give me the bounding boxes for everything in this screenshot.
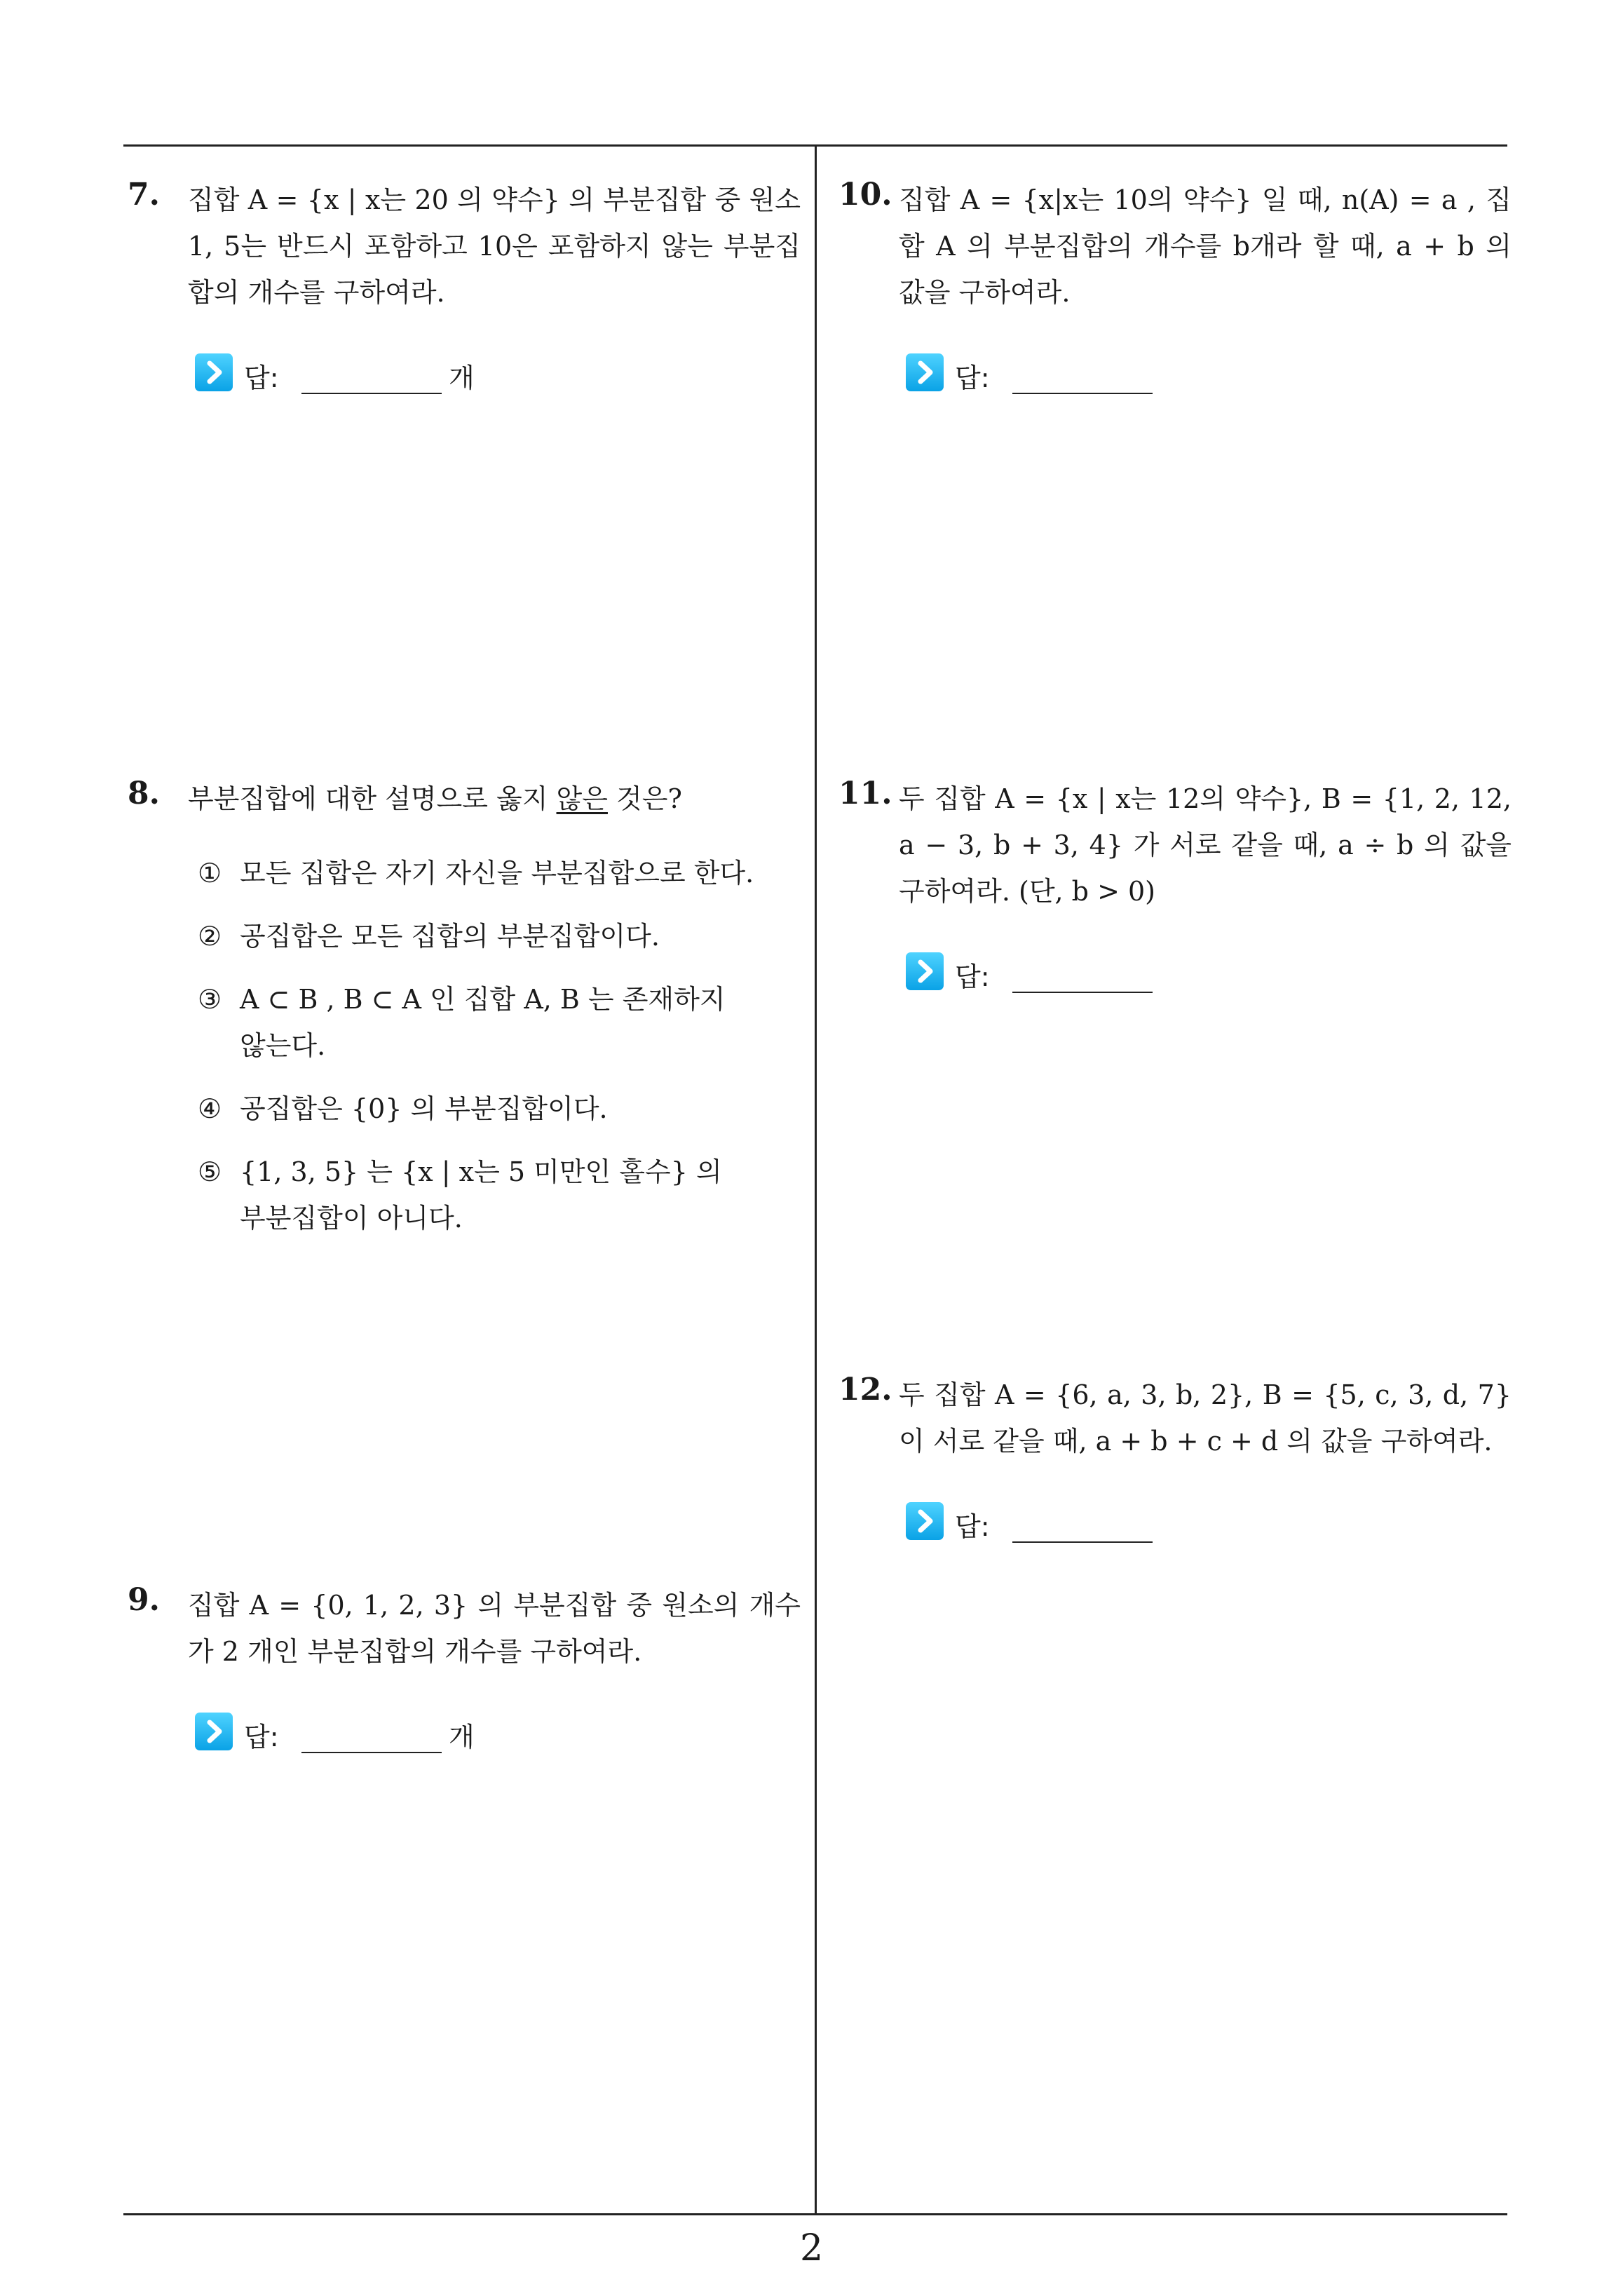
choice-4[interactable] [198,1086,787,1132]
question-number: 11. [838,776,892,811]
question-text: 두 집합 A = {6, a, 3, b, 2}, B = {5, c, 3, d, 7} 이 서로 같을 때, a + b + c + d 의 값을 구하여라. [899,1379,1512,1457]
chevron-right-icon [906,353,944,391]
choice-mark: ① [198,858,222,889]
answer-label: 답: [244,363,279,393]
bottom-rule [123,2213,1507,2215]
choice-2[interactable] [198,913,787,959]
question-number: 7. [128,177,160,212]
question-11 [838,776,1512,994]
question-text-post: 것은? [607,783,682,814]
question-number: 8. [128,776,160,811]
choice-1[interactable] [198,850,787,896]
question-8 [128,776,801,1258]
answer-blank[interactable] [301,393,442,394]
choice-3[interactable] [198,976,745,1069]
question-12 [838,1372,1512,1544]
question-text: 집합 A = {x|x는 10의 약수} 일 때, n(A) = a , 집합 A 의 부분집합의 개수를 b개라 할 때, a + b 의 값을 구하여라. [899,184,1512,308]
answer-row [906,1502,1512,1544]
question-text: 집합 A = {0, 1, 2, 3} 의 부분집합 중 원소의 개수가 2 개인 부분집합의 개수를 구하여라. [188,1590,801,1667]
chevron-right-icon [195,353,233,391]
answer-label: 답: [955,363,990,393]
choice-text: A ⊂ B , B ⊂ A 인 집합 A, B 는 존재하지 않는다. [240,984,726,1061]
answer-row [906,353,1512,396]
choice-text: 공집합은 {0} 의 부분집합이다. [240,1093,608,1124]
answer-unit: 개 [449,1722,475,1753]
answer-label: 답: [955,961,990,992]
question-number: 12. [838,1372,892,1407]
question-number: 10. [838,177,892,212]
chevron-right-icon [906,1502,944,1540]
answer-row [195,353,801,396]
answer-label: 답: [244,1722,279,1753]
choice-mark: ③ [198,984,222,1015]
question-7 [128,177,801,396]
choice-text: 모든 집합은 자기 자신을 부분집합으로 한다. [240,858,754,889]
page-number: 2 [799,2227,824,2269]
question-text-pre: 부분집합에 대한 설명으로 옳지 [188,783,557,814]
answer-row [906,952,1512,994]
choice-text: 공집합은 모든 집합의 부분집합이다. [240,921,660,952]
answer-blank[interactable] [1012,393,1153,394]
question-text-emphasis: 않은 [556,783,608,814]
chevron-right-icon [906,952,944,990]
question-10 [838,177,1512,396]
question-text: 두 집합 A = {x | x는 12의 약수}, B = {1, 2, 12, a − 3, b + 3, 4} 가 서로 같을 때, a ÷ b 의 값을 구하여라. (단, b > 0) [899,783,1512,907]
choice-list [198,850,787,1241]
answer-blank[interactable] [1012,1541,1153,1543]
question-number: 9. [128,1582,160,1618]
question-9 [128,1582,801,1755]
answer-unit: 개 [449,363,475,393]
answer-blank[interactable] [1012,992,1153,993]
column-divider [815,144,817,2215]
choice-mark: ⑤ [198,1156,222,1187]
choice-mark: ④ [198,1093,222,1124]
chevron-right-icon [195,1713,233,1750]
choice-mark: ② [198,921,222,952]
answer-label: 답: [955,1511,990,1542]
question-text: 집합 A = {x | x는 20 의 약수} 의 부분집합 중 원소 1, 5는 반드시 포함하고 10은 포함하지 않는 부분집합의 개수를 구하여라. [188,184,801,308]
choice-text: {1, 3, 5} 는 {x | x는 5 미만인 홀수} 의 부분집합이 아니다. [240,1156,722,1234]
answer-row [195,1713,801,1755]
choice-5[interactable] [198,1149,745,1241]
question-text [188,776,801,822]
answer-blank[interactable] [301,1752,442,1753]
